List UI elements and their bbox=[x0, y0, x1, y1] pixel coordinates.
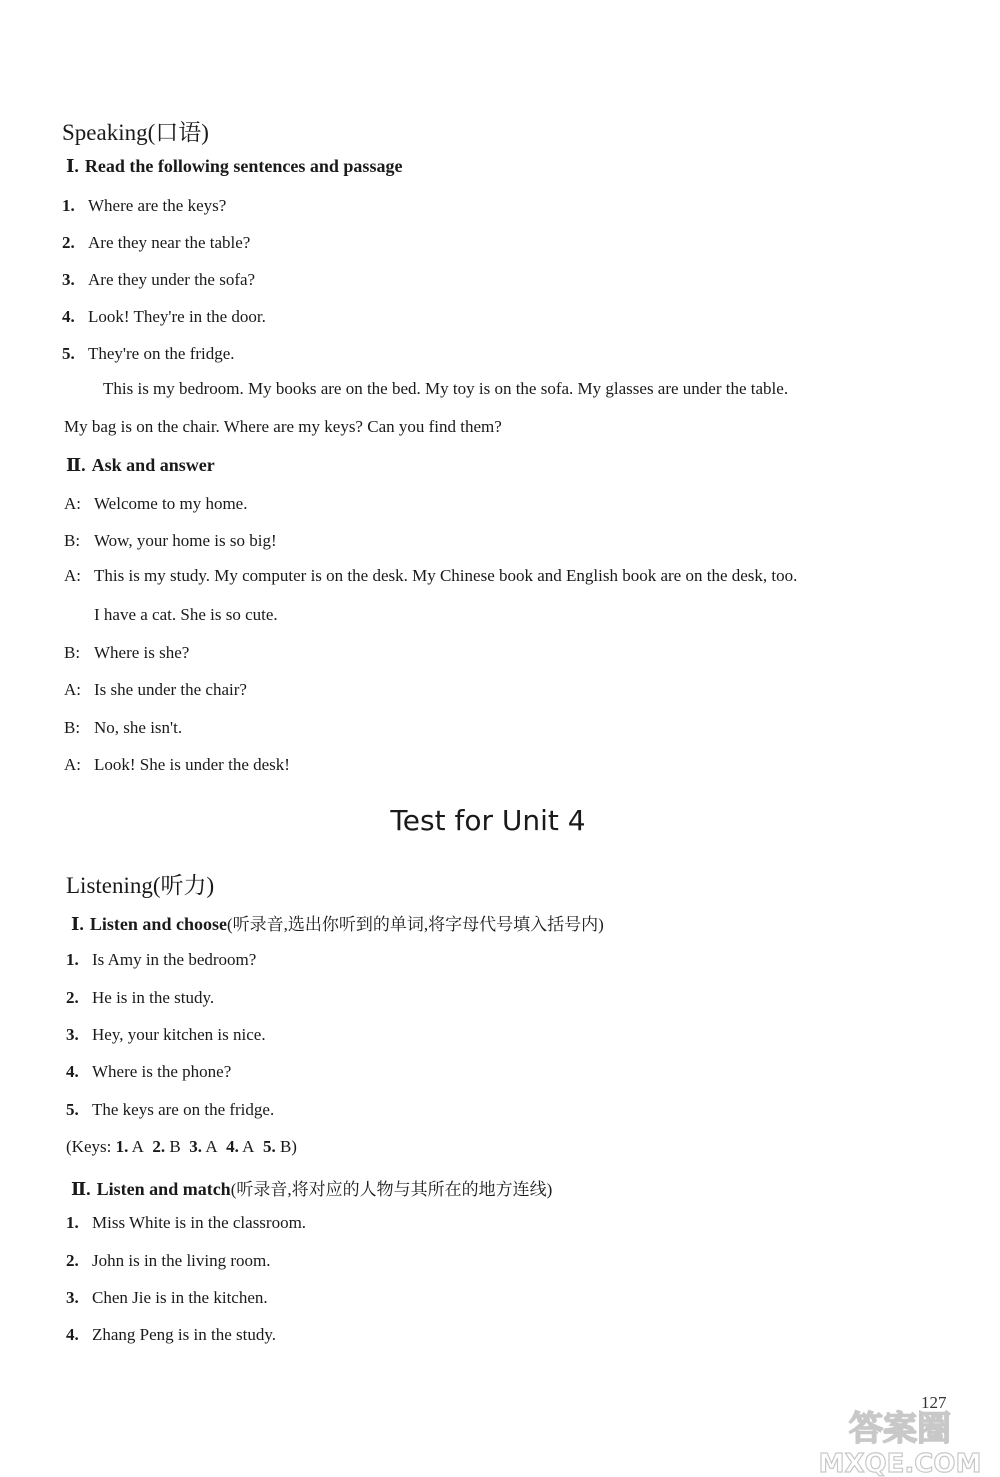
watermark-logo-icon bbox=[800, 1400, 1000, 1477]
roman-numeral: Ⅱ. bbox=[66, 455, 86, 475]
dialog-line: B: Where is she? bbox=[64, 643, 190, 662]
listening-title: Listening(听力) bbox=[66, 873, 215, 898]
heading-text: Ask and answer bbox=[91, 455, 215, 475]
list-item: 1. Is Amy in the bedroom? bbox=[66, 950, 257, 969]
list-item: 4. Look! They're in the door. bbox=[62, 307, 266, 326]
dialog-line: A: Welcome to my home. bbox=[64, 494, 248, 513]
list-item: 3. Chen Jie is in the kitchen. bbox=[66, 1288, 268, 1307]
passage-line: My bag is on the chair. Where are my keys? Can you find them? bbox=[64, 417, 502, 436]
list-item: 5. They're on the fridge. bbox=[62, 344, 235, 363]
speaking-title: Speaking(口语) bbox=[62, 120, 209, 145]
roman-numeral: Ⅱ. bbox=[71, 1179, 91, 1199]
list-item: 2. John is in the living room. bbox=[66, 1251, 271, 1270]
passage-line: This is my bedroom. My books are on the bed. My toy is on the sofa. My glasses are under the table. bbox=[103, 379, 789, 398]
list-item: 2. He is in the study. bbox=[66, 988, 215, 1007]
listening-part2-heading bbox=[71, 1175, 552, 1200]
heading-text: Listen and match bbox=[96, 1179, 231, 1199]
heading-text: Read the following sentences and passage bbox=[84, 156, 403, 176]
dialog-line: B: Wow, your home is so big! bbox=[64, 531, 277, 550]
list-item: 4. Zhang Peng is in the study. bbox=[66, 1325, 276, 1344]
dialog-line: A: Is she under the chair? bbox=[64, 680, 247, 699]
list-item: 2. Are they near the table? bbox=[62, 233, 251, 252]
list-item: 4. Where is the phone? bbox=[66, 1062, 232, 1081]
heading-note: (听录音,选出你听到的单词,将字母代号填入括号内) bbox=[226, 915, 604, 934]
roman-numeral: Ⅰ. bbox=[71, 914, 84, 934]
list-item: 5. The keys are on the fridge. bbox=[66, 1100, 275, 1119]
test-title: Test for Unit 4 bbox=[390, 804, 586, 837]
page-number: 127 bbox=[921, 1393, 947, 1412]
dialog-line: A: This is my study. My computer is on the desk. My Chinese book and English book are on the desk, too. bbox=[64, 566, 798, 585]
dialog-line: B: No, she isn't. bbox=[64, 718, 183, 737]
heading-note: (听录音,将对应的人物与其所在的地方连线) bbox=[230, 1180, 553, 1199]
svg-text:答案圈: 答案圈 bbox=[849, 1409, 951, 1449]
speaking-part2-heading bbox=[66, 455, 215, 476]
listening-part1-heading bbox=[71, 910, 604, 935]
dialog-line: I have a cat. She is so cute. bbox=[94, 605, 278, 624]
list-item: 1. Miss White is in the classroom. bbox=[66, 1213, 307, 1232]
heading-text: Listen and choose bbox=[89, 914, 227, 934]
roman-numeral: Ⅰ. bbox=[66, 156, 79, 176]
answer-keys: (Keys: 1. A 2. B 3. A 4. A 5. B) bbox=[66, 1137, 297, 1156]
list-item: 1. Where are the keys? bbox=[62, 196, 227, 215]
speaking-part1-heading bbox=[66, 156, 402, 177]
dialog-line: A: Look! She is under the desk! bbox=[64, 755, 290, 774]
list-item: 3. Hey, your kitchen is nice. bbox=[66, 1025, 266, 1044]
svg-text:MXQE.COM: MXQE.COM bbox=[818, 1449, 982, 1477]
list-item: 3. Are they under the sofa? bbox=[62, 270, 256, 289]
